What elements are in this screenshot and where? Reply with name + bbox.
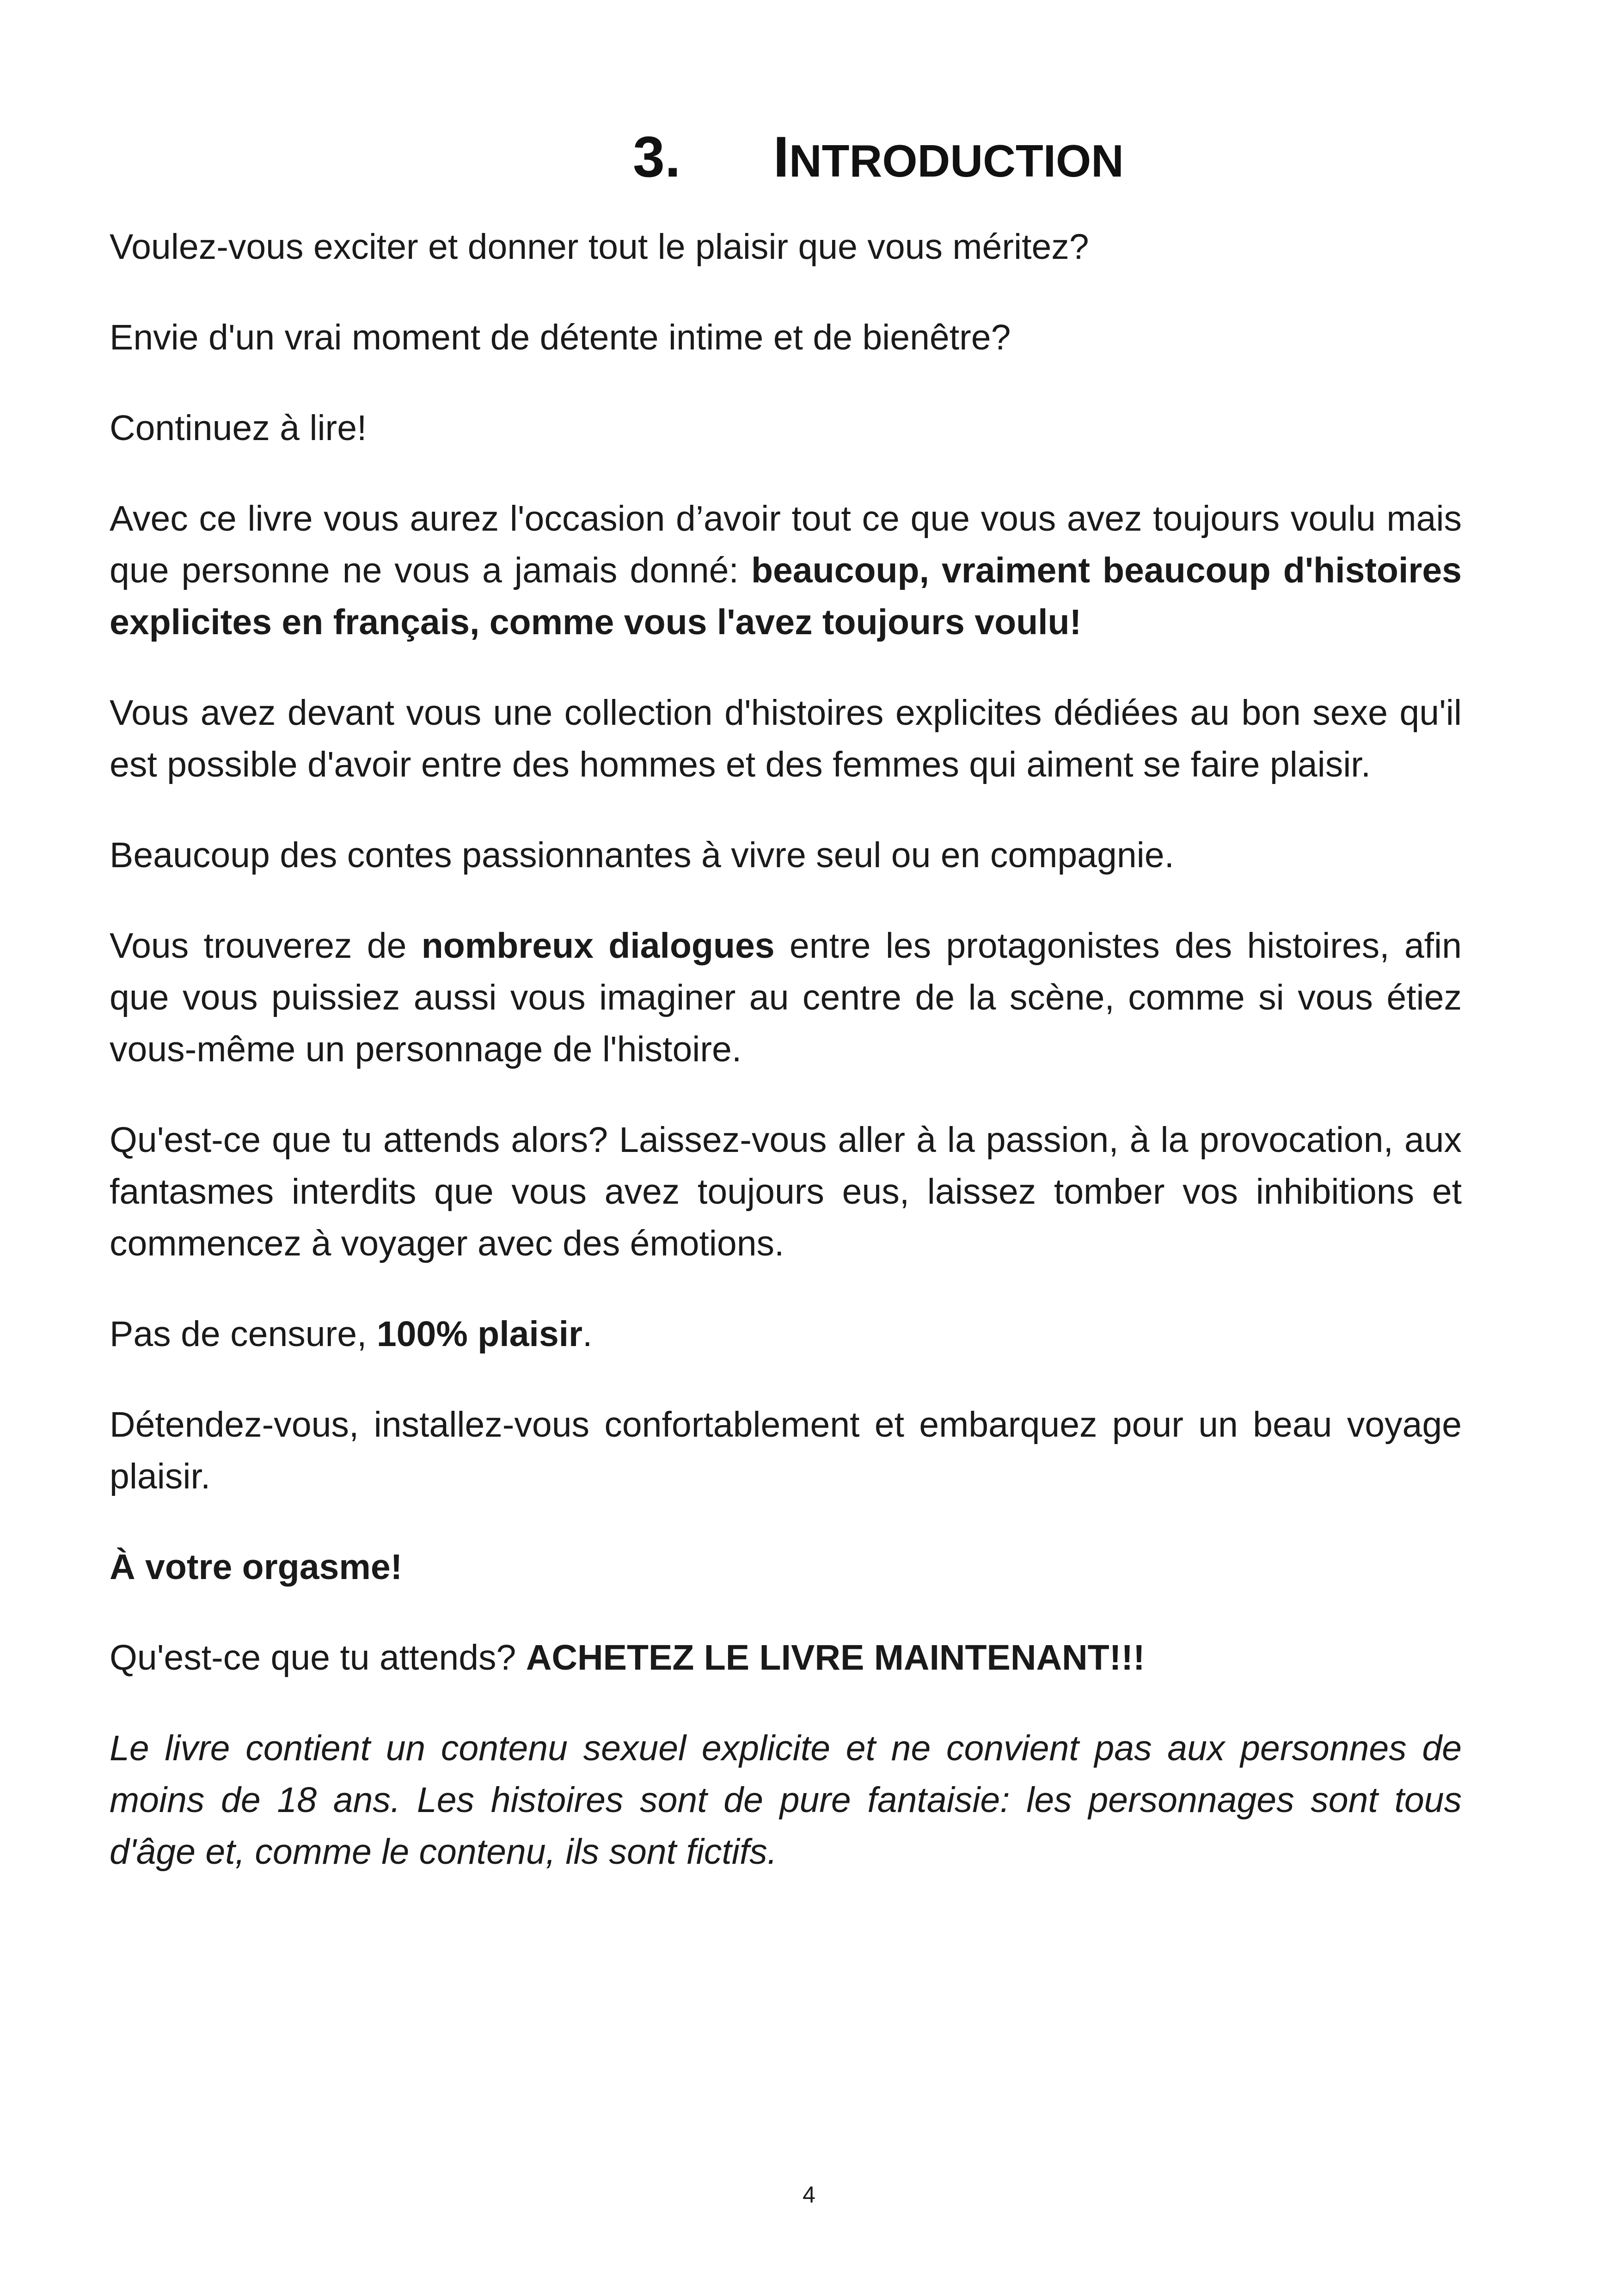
paragraph-2: Envie d'un vrai moment de détente intime et de bienêtre?: [110, 318, 1011, 357]
paragraph-4-text: Avec ce livre vous aurez l'occasion d’avoir tout ce que vous avez toujours voulu mais que personne ne vous a jamais donné:: [110, 499, 1462, 590]
paragraph-10: Détendez-vous, installez-vous confortablement et embarquez pour un beau voyage plaisir.: [110, 1405, 1462, 1496]
paragraph-1: Voulez-vous exciter et donner tout le plaisir que vous méritez?: [110, 227, 1089, 267]
chapter-title-initial: I: [773, 125, 789, 189]
body-text: [110, 221, 1462, 1916]
paragraph-7: [110, 920, 1462, 1075]
paragraph-11-bold: À votre orgasme!: [110, 1547, 403, 1587]
paragraph-7-text-start: Vous trouverez de: [110, 926, 422, 966]
chapter-number: 3.: [633, 125, 681, 189]
chapter-heading: [0, 118, 1618, 196]
paragraph-9-text-start: Pas de censure,: [110, 1314, 377, 1354]
paragraph-9-text-end: .: [582, 1314, 593, 1354]
paragraph-9-bold: 100% plaisir: [376, 1314, 582, 1354]
paragraph-11: [110, 1541, 1462, 1593]
paragraph-7-text-end: entre les protagonistes des histoires, afin que vous puissiez aussi vous imaginer au centre de la scène, comme si vous étiez vous-même un personnage de l'histoire.: [110, 926, 1462, 1069]
paragraph-5: Vous avez devant vous une collection d'histoires explicites dédiées au bon sexe qu'il est possible d'avoir entre des hommes et des femmes qui aiment se faire plaisir.: [110, 693, 1462, 784]
disclaimer-paragraph: Le livre contient un contenu sexuel explicite et ne convient pas aux personnes de moins de 18 ans. Les histoires sont de pure fantaisie: les personnages sont tous d'âge et, comme le contenu, ils sont fictifs.: [110, 1728, 1462, 1872]
paragraph-3: Continuez à lire!: [110, 408, 367, 448]
chapter-title-rest: NTRODUCTION: [789, 135, 1124, 186]
page-number: 4: [803, 2182, 815, 2208]
paragraph-8: Qu'est-ce que tu attends alors? Laissez-vous aller à la passion, à la provocation, aux fantasmes interdits que vous avez toujours eus, laissez tomber vos inhibitions et commencez à voyager avec des émotions.: [110, 1120, 1462, 1263]
chapter-title: [773, 125, 1124, 189]
paragraph-4-bold: beaucoup, vraiment beaucoup d'histoires explicites en français, comme vous l'avez toujours voulu!: [110, 551, 1462, 642]
paragraph-6: Beaucoup des contes passionnantes à vivre seul ou en compagnie.: [110, 835, 1174, 875]
paragraph-7-bold: nombreux dialogues: [421, 926, 775, 966]
paragraph-4: [110, 493, 1462, 648]
paragraph-12: [110, 1632, 1462, 1684]
paragraph-12-text: Qu'est-ce que tu attends?: [110, 1638, 526, 1678]
paragraph-12-bold: ACHETEZ LE LIVRE MAINTENANT!!!: [526, 1638, 1145, 1678]
paragraph-9: [110, 1308, 1462, 1360]
